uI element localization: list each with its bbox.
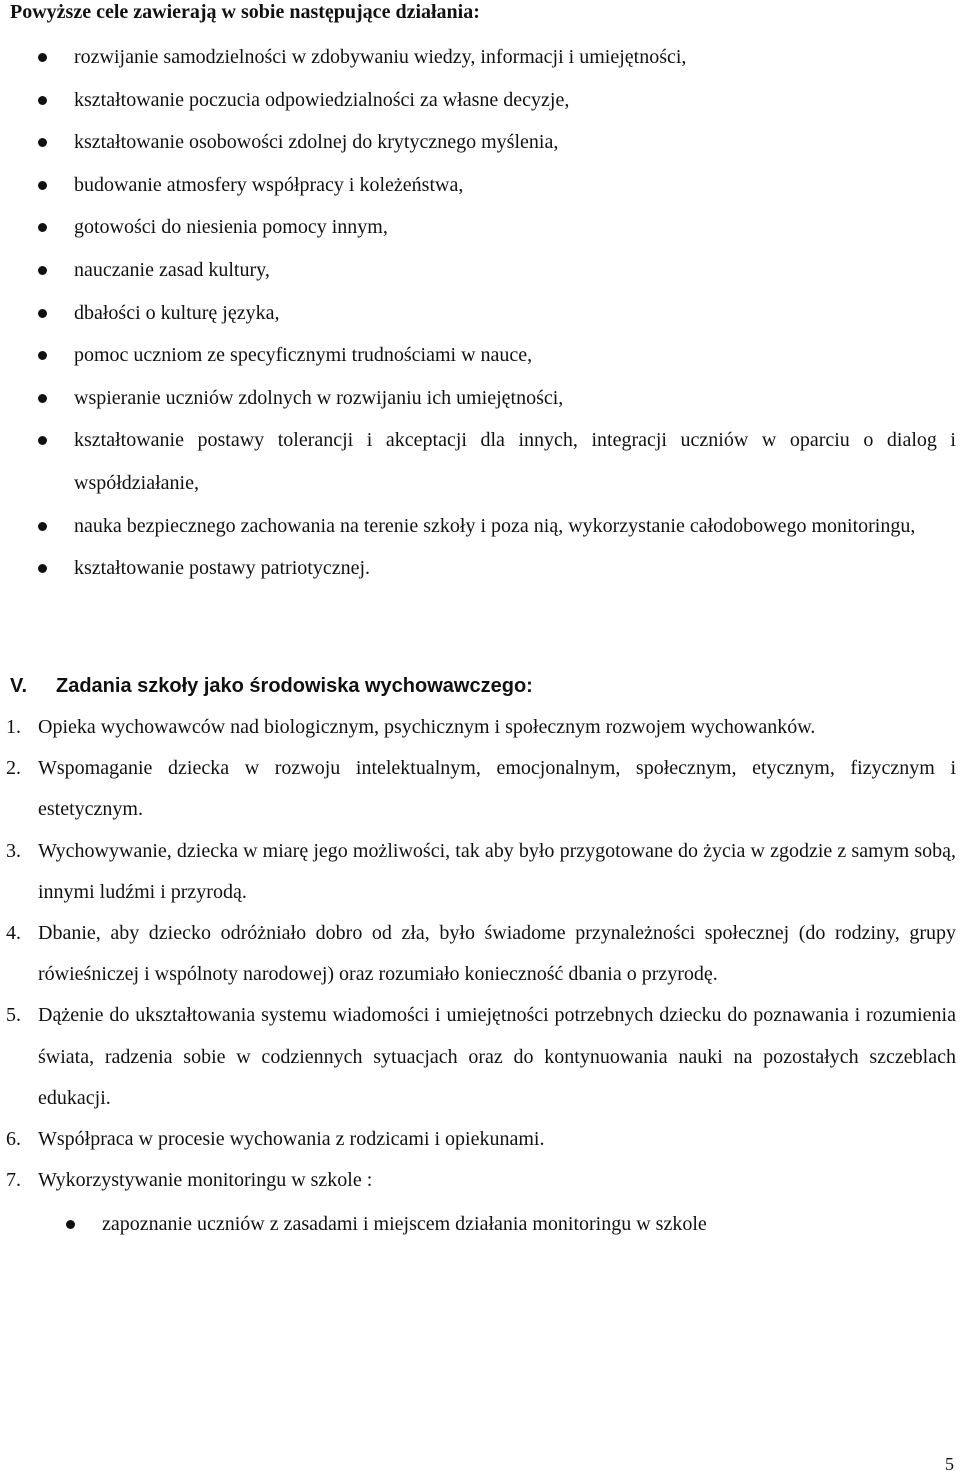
section-number: V.	[10, 675, 28, 697]
bullet-icon	[38, 96, 47, 105]
section-heading	[10, 674, 533, 698]
list-item: kształtowanie osobowości zdolnej do krytycznego myślenia,	[0, 121, 960, 164]
section-title-text: Zadania szkoły jako środowiska wychowawczego:	[56, 675, 533, 697]
item-number: 5.	[6, 1004, 21, 1027]
page-number: 5	[945, 1454, 954, 1474]
list-item: nauczanie zasad kultury,	[0, 249, 960, 292]
bullet-icon	[38, 351, 47, 360]
bullet-icon	[66, 1220, 75, 1229]
list-item: wspieranie uczniów zdolnych w rozwijaniu ich umiejętności,	[0, 377, 960, 420]
bullet-icon	[38, 522, 47, 531]
bullet-icon	[38, 266, 47, 275]
list-item: kształtowanie poczucia odpowiedzialności za własne decyzje,	[0, 79, 960, 122]
list-item: gotowości do niesienia pomocy innym,	[0, 206, 960, 249]
bullet-icon	[38, 394, 47, 403]
list-item: zapoznanie uczniów z zasadami i miejscem działania monitoringu w szkole	[0, 1204, 960, 1244]
bullet-icon	[38, 138, 47, 147]
intro-heading: Powyższe cele zawierają w sobie następujące działania:	[10, 1, 480, 23]
bullet-icon	[38, 181, 47, 190]
item-number: 6.	[6, 1128, 21, 1151]
item-number: 4.	[6, 922, 21, 945]
item-number: 2.	[6, 757, 21, 780]
list-item: 6. Współpraca w procesie wychowania z rodzicami i opiekunami.	[0, 1119, 960, 1160]
list-item: budowanie atmosfery współpracy i koleżeństwa,	[0, 164, 960, 207]
list-item: 7. Wykorzystywanie monitoringu w szkole :	[0, 1160, 960, 1201]
list-item: 2. Wspomaganie dziecka w rozwoju intelektualnym, emocjonalnym, społecznym, etycznym, fizycznym i estetycznym.	[0, 748, 960, 830]
bullet-icon	[38, 53, 47, 62]
list-item: pomoc uczniom ze specyficznymi trudnościami w nauce,	[0, 334, 960, 377]
list-item: 1. Opieka wychowawców nad biologicznym, psychicznym i społecznym rozwojem wychowanków.	[0, 707, 960, 748]
list-item: rozwijanie samodzielności w zdobywaniu wiedzy, informacji i umiejętności,	[0, 36, 960, 79]
item-number: 3.	[6, 839, 21, 862]
tasks-numbered-list	[0, 707, 960, 1244]
activities-bullet-list	[0, 36, 960, 590]
list-item: kształtowanie postawy patriotycznej.	[0, 547, 960, 590]
bullet-icon	[38, 309, 47, 318]
item-number: 7.	[6, 1169, 21, 1192]
list-item: 3. Wychowywanie, dziecka w miarę jego możliwości, tak aby było przygotowane do życia w zgodzie z samym sobą, innymi ludźmi i przyrodą.	[0, 831, 960, 913]
list-item: 5. Dążenie do ukształtowania systemu wiadomości i umiejętności potrzebnych dziecku do poznawania i rozumienia świata, radzenia sobie w codziennych sytuacjach oraz do kontynuowania nauki na pozostałych szczeblach edukacji.	[0, 995, 960, 1119]
item-number: 1.	[6, 716, 21, 738]
bullet-icon	[38, 564, 47, 573]
bullet-icon	[38, 223, 47, 232]
list-item: kształtowanie postawy tolerancji i akceptacji dla innych, integracji uczniów w oparciu o dialog i współdziałanie,	[0, 419, 960, 504]
bullet-icon	[38, 436, 47, 445]
list-item: dbałości o kulturę języka,	[0, 292, 960, 335]
list-item: 4. Dbanie, aby dziecko odróżniało dobro od zła, było świadome przynależności społecznej (do rodziny, grupy rówieśniczej i wspólnoty narodowej) oraz rozumiało konieczność dbania o przyrodę.	[0, 913, 960, 995]
list-item: nauka bezpiecznego zachowania na terenie szkoły i poza nią, wykorzystanie całodobowego monitoringu,	[0, 505, 960, 548]
